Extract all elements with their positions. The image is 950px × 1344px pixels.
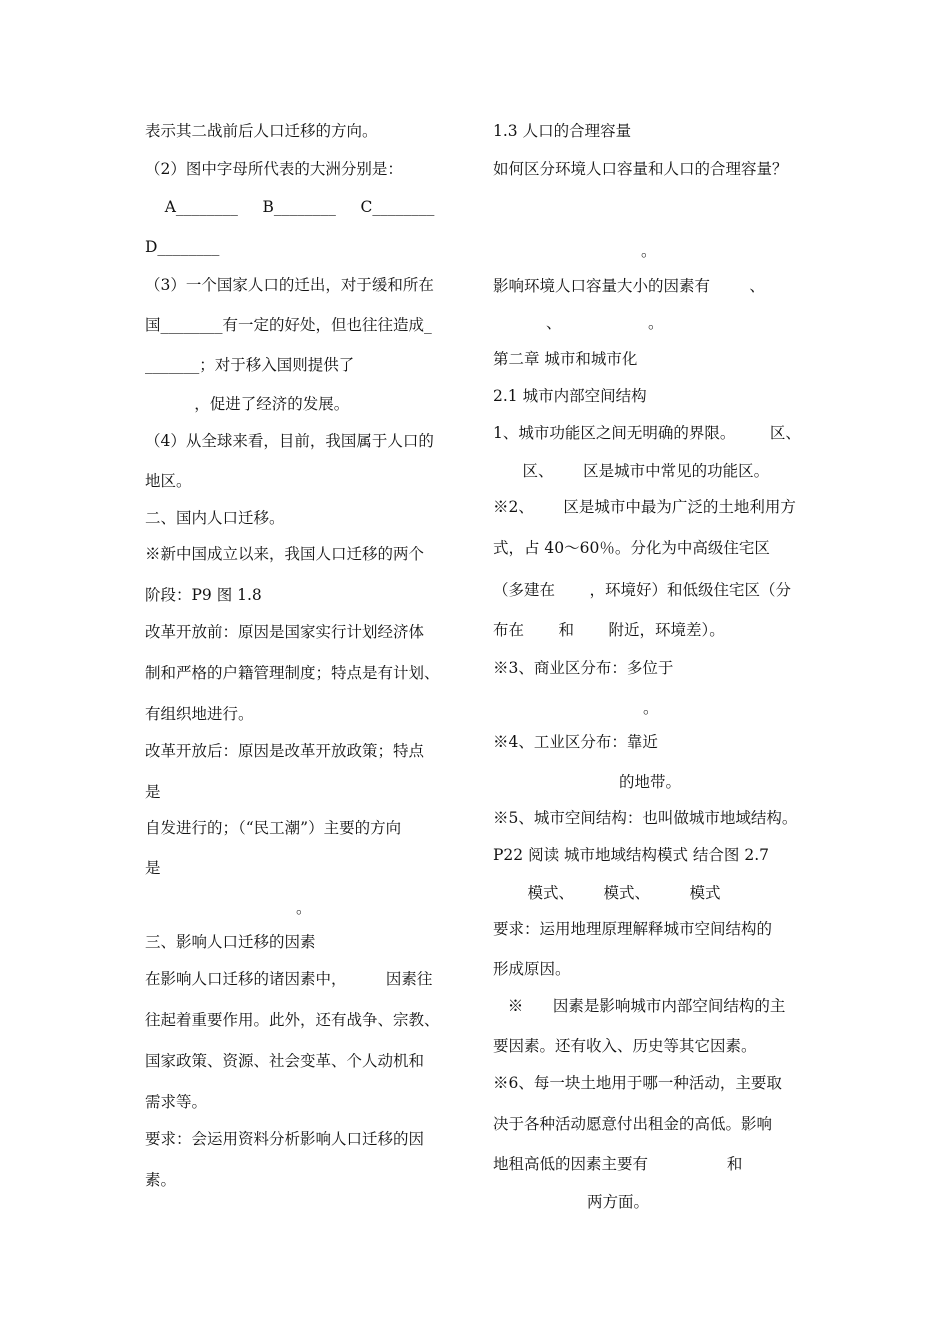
left-text-line: 国________有一定的好处，但也往往造成_ bbox=[145, 316, 432, 334]
right-text-line: 区、 区是城市中常见的功能区。 bbox=[493, 462, 770, 480]
right-text-line: 2.1 城市内部空间结构 bbox=[493, 387, 647, 405]
right-text-line: 形成原因。 bbox=[493, 960, 571, 978]
right-text-line: 的地带。 bbox=[619, 773, 682, 791]
right-text-line: 1、城市功能区之间无明确的界限。 区、 bbox=[493, 424, 801, 442]
left-text-line: 改革开放后：原因是改革开放政策；特点 bbox=[145, 742, 425, 760]
left-text-line: ，促进了经济的发展。 bbox=[145, 395, 350, 413]
right-text-line: 。 bbox=[643, 699, 659, 717]
right-text-line: 第二章 城市和城市化 bbox=[493, 350, 638, 368]
left-text-line: 素。 bbox=[145, 1171, 177, 1189]
right-text-line: ※2、 区是城市中最为广泛的土地利用方 bbox=[493, 498, 796, 516]
left-text-line: 自发进行的；（“民工潮”）主要的方向 bbox=[145, 819, 402, 837]
right-text-line: ※5、城市空间结构：也叫做城市地域结构。 bbox=[493, 809, 798, 827]
right-text-line: 如何区分环境人口容量和人口的合理容量？ bbox=[493, 160, 788, 178]
right-text-line: 要求：运用地理原理解释城市空间结构的 bbox=[493, 920, 773, 938]
left-text-line: 是 bbox=[145, 783, 161, 801]
left-text-line: 在影响人口迁移的诸因素中， 因素往 bbox=[145, 970, 433, 988]
left-text-line: （2）图中字母所代表的大洲分别是： bbox=[145, 160, 403, 178]
right-text-line: ※3、商业区分布：多位于 bbox=[493, 659, 674, 677]
right-text-line: ※ 因素是影响城市内部空间结构的主 bbox=[493, 997, 786, 1015]
left-text-line: D________ bbox=[145, 238, 220, 256]
left-text-line: 二、国内人口迁移。 bbox=[145, 509, 285, 527]
left-text-line: 有组织地进行。 bbox=[145, 705, 254, 723]
right-text-line: P22 阅读 城市地域结构模式 结合图 2.7 bbox=[493, 846, 770, 864]
right-text-line: 两方面。 bbox=[587, 1193, 650, 1211]
right-text-line: ※4、工业区分布：靠近 bbox=[493, 733, 658, 751]
left-text-line: 三、影响人口迁移的因素 bbox=[145, 933, 316, 951]
left-text-line: 。 bbox=[296, 899, 312, 917]
left-text-line: 改革开放前：原因是国家实行计划经济体 bbox=[145, 623, 425, 641]
right-text-line: ※6、每一块土地用于哪一种活动，主要取 bbox=[493, 1074, 782, 1092]
right-text-line: 、 bbox=[546, 314, 562, 332]
left-text-line: 国家政策、资源、社会变革、个人动机和 bbox=[145, 1052, 425, 1070]
right-text-line: （多建在 ，环境好）和低级住宅区（分 bbox=[493, 581, 791, 599]
right-text-line: 模式、 模式、 模式 bbox=[493, 884, 721, 902]
left-text-line: 要求：会运用资料分析影响人口迁移的因 bbox=[145, 1130, 425, 1148]
right-text-line: 1.3 人口的合理容量 bbox=[493, 122, 632, 140]
left-text-line: ※新中国成立以来，我国人口迁移的两个 bbox=[145, 545, 425, 563]
right-text-line: 布在 和 附近，环境差）。 bbox=[493, 621, 725, 639]
left-text-line: 是 bbox=[145, 859, 161, 877]
left-text-line: （4）从全球来看，目前，我国属于人口的 bbox=[145, 432, 434, 450]
left-text-line: 表示其二战前后人口迁移的方向。 bbox=[145, 122, 378, 140]
left-text-line: 往起着重要作用。此外，还有战争、宗教、 bbox=[145, 1011, 440, 1029]
right-text-line: 决于各种活动愿意付出租金的高低。影响 bbox=[493, 1115, 773, 1133]
left-text-line: 地区。 bbox=[145, 472, 192, 490]
right-text-line: 。 bbox=[641, 242, 657, 260]
right-text-line: 。 bbox=[648, 314, 664, 332]
right-text-line: 影响环境人口容量大小的因素有 、 bbox=[493, 277, 765, 295]
left-text-line: 需求等。 bbox=[145, 1093, 208, 1111]
right-text-line: 要因素。还有收入、历史等其它因素。 bbox=[493, 1037, 757, 1055]
left-text-line: 制和严格的户籍管理制度；特点是有计划、 bbox=[145, 664, 440, 682]
left-text-line: _______；对于移入国则提供了 bbox=[145, 356, 355, 374]
left-text-line: （3）一个国家人口的迁出，对于缓和所在 bbox=[145, 276, 434, 294]
left-text-line: 阶段：P9 图 1.8 bbox=[145, 586, 262, 604]
left-text-line: A________ B________ C________ bbox=[145, 198, 435, 216]
right-text-line: 式，占 40～60％。分化为中高级住宅区 bbox=[493, 539, 770, 557]
right-text-line: 地租高低的因素主要有 和 bbox=[493, 1155, 743, 1173]
